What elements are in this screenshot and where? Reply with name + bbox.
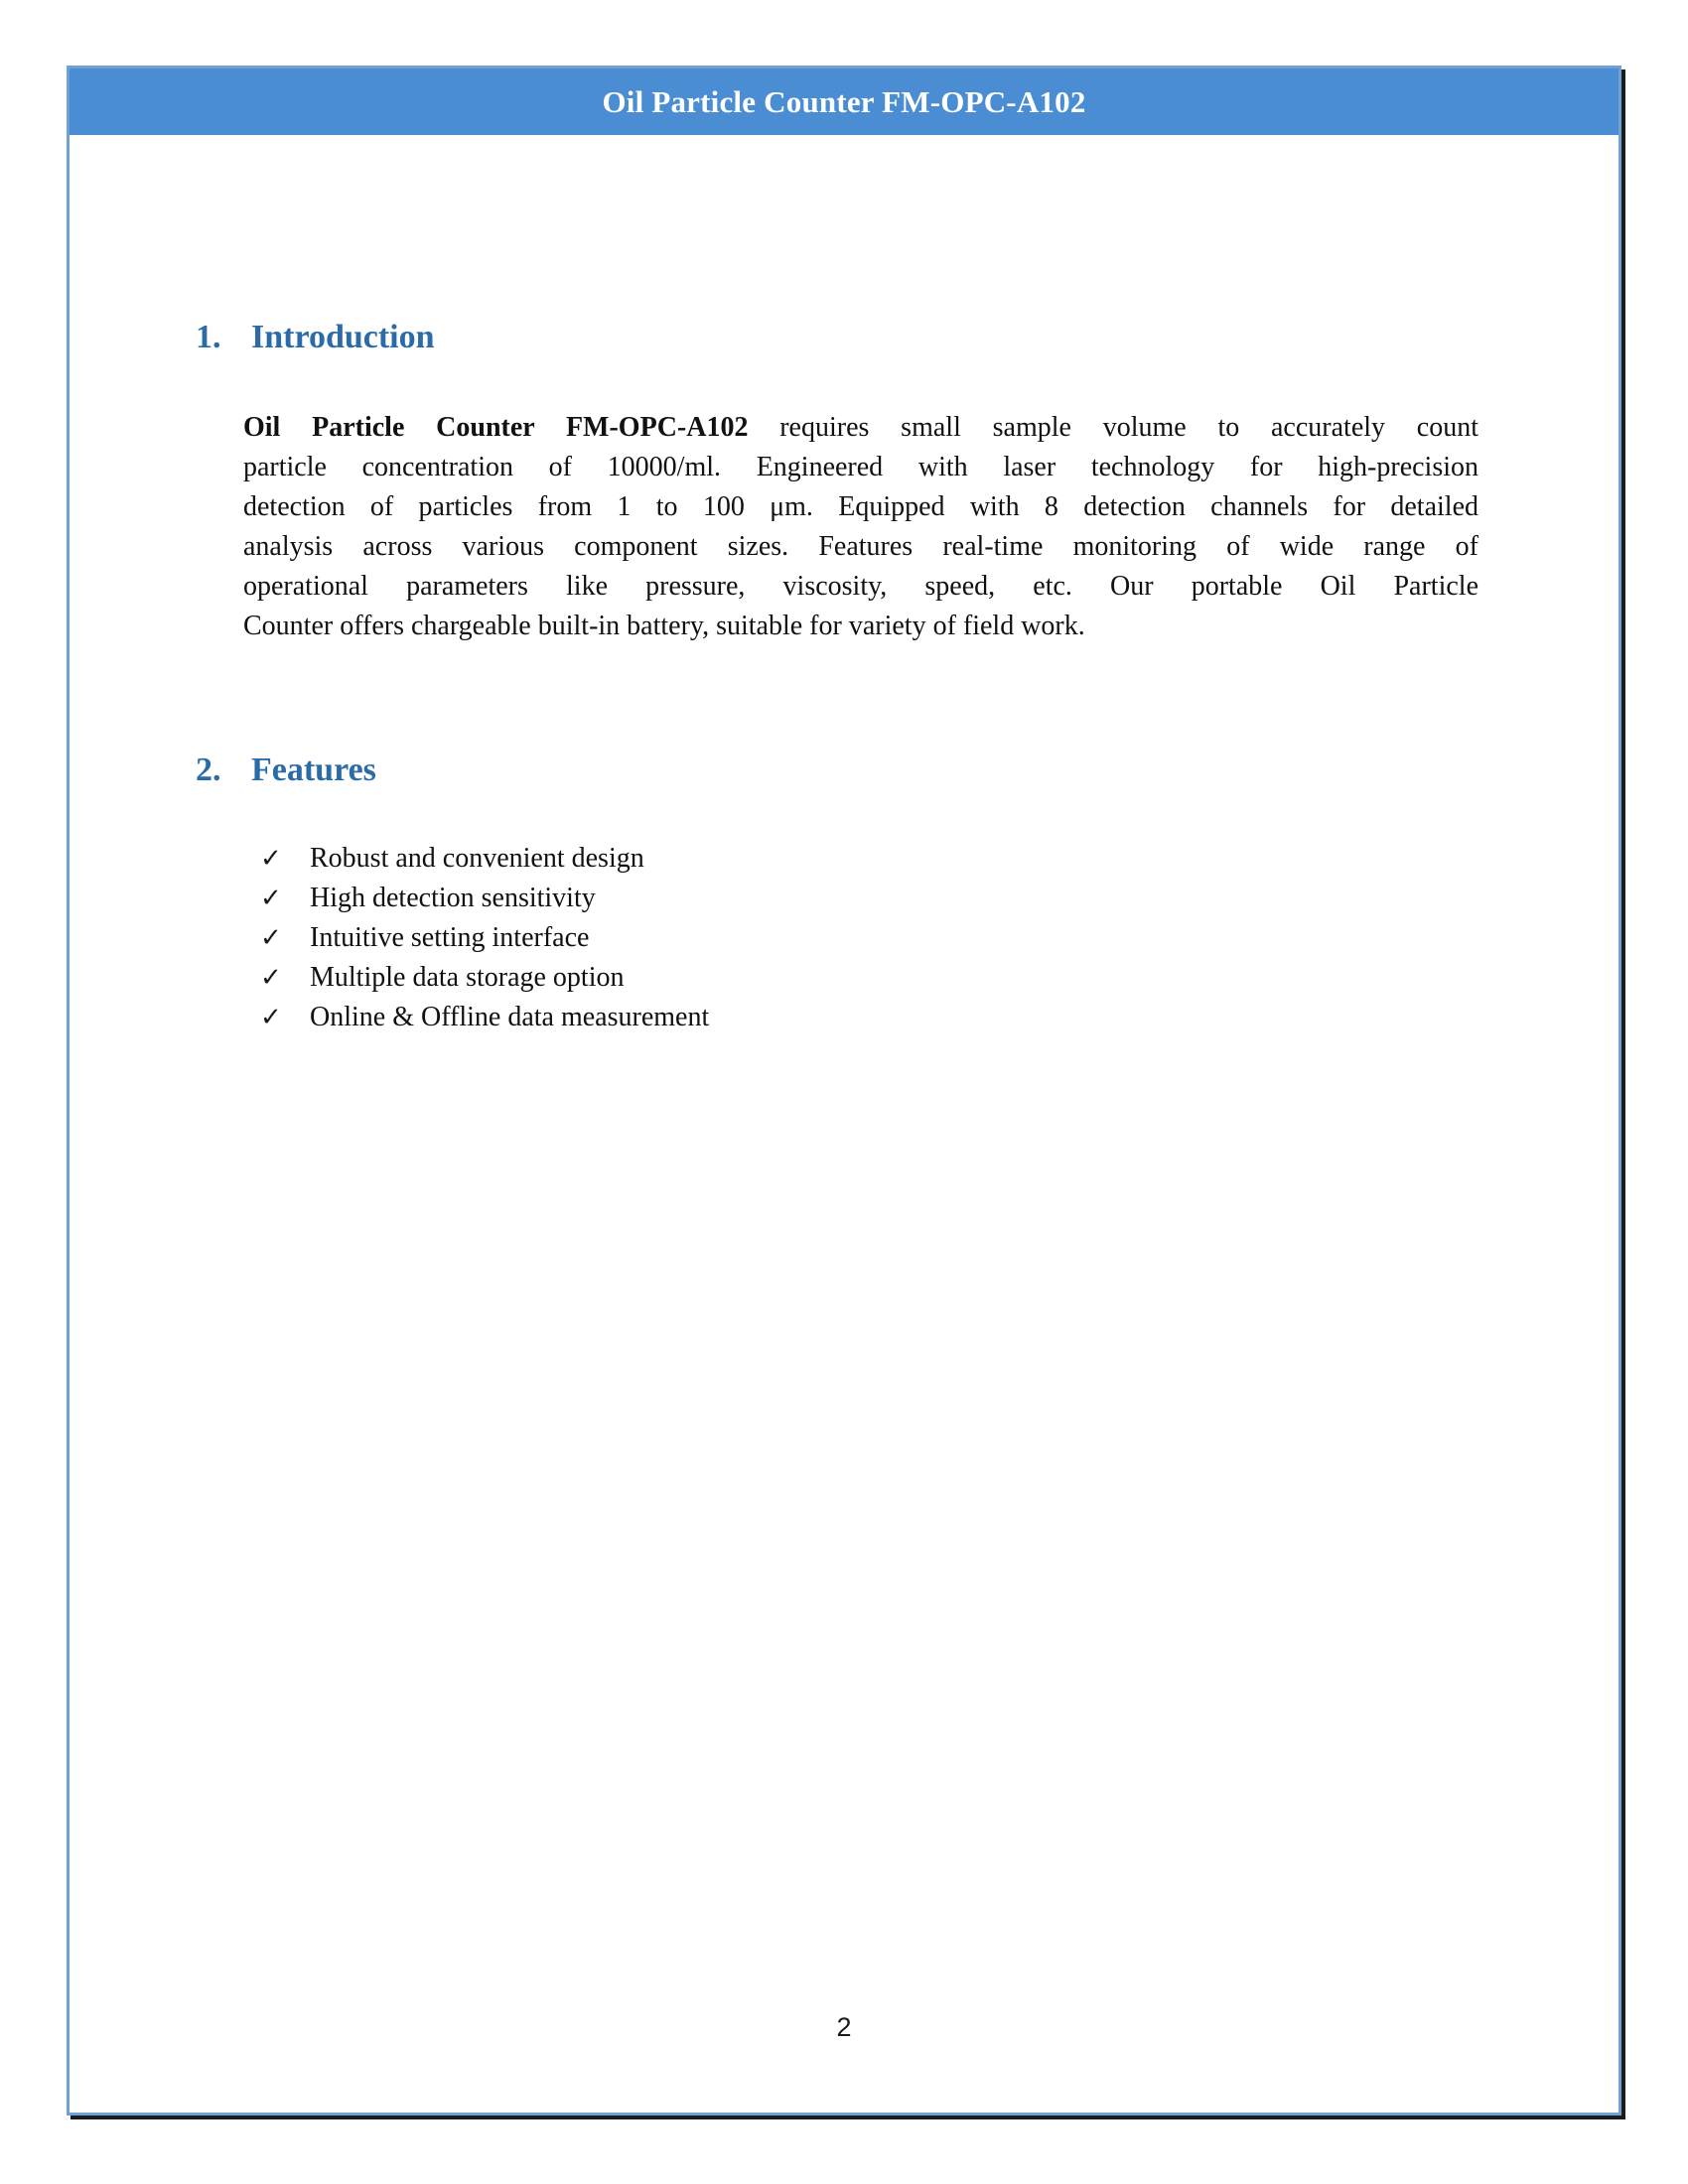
document-title: Oil Particle Counter FM-OPC-A102 (602, 83, 1086, 119)
feature-item (260, 918, 709, 958)
feature-text: Online & Offline data measurement (310, 1002, 710, 1032)
heading-number: 1. (196, 319, 221, 355)
check-icon: ✓ (260, 884, 282, 913)
check-icon: ✓ (260, 923, 282, 953)
page-border-box (67, 66, 1621, 2116)
check-icon: ✓ (260, 1003, 282, 1032)
heading-text: Features (251, 751, 376, 788)
feature-text: Multiple data storage option (310, 962, 625, 993)
paragraph-text: requires small sample volume to accurately count (748, 412, 1478, 443)
feature-text: High detection sensitivity (310, 883, 596, 913)
feature-text: Intuitive setting interface (310, 922, 590, 953)
feature-item (260, 958, 709, 998)
paragraph-line: operational parameters like pressure, viscosity, speed, etc. Our portable Oil Particle (243, 571, 1478, 602)
feature-item (260, 839, 709, 879)
feature-text: Robust and convenient design (310, 843, 644, 874)
features-list (260, 839, 709, 1037)
section-heading-introduction (196, 319, 435, 356)
section-heading-features (196, 751, 376, 789)
heading-text: Introduction (251, 319, 435, 355)
paragraph-line: particle concentration of 10000/ml. Engineered with laser technology for high-precision (243, 452, 1478, 482)
paragraph-line (243, 408, 1478, 448)
paragraph-line: analysis across various component sizes. Features real-time monitoring of wide range of (243, 531, 1478, 562)
paragraph-line: detection of particles from 1 to 100 μm. Equipped with 8 detection channels for detailed (243, 491, 1478, 522)
feature-item (260, 879, 709, 918)
heading-number: 2. (196, 751, 221, 788)
document-header (70, 68, 1618, 135)
paragraph-lead-bold: Oil Particle Counter FM-OPC-A102 (243, 412, 749, 443)
page-number: 2 (836, 2012, 852, 2042)
paragraph-line: Counter offers chargeable built-in battery, suitable for variety of field work. (243, 611, 1085, 641)
check-icon: ✓ (260, 963, 282, 993)
introduction-paragraph (243, 408, 1478, 646)
feature-item (260, 998, 709, 1037)
check-icon: ✓ (260, 844, 282, 874)
